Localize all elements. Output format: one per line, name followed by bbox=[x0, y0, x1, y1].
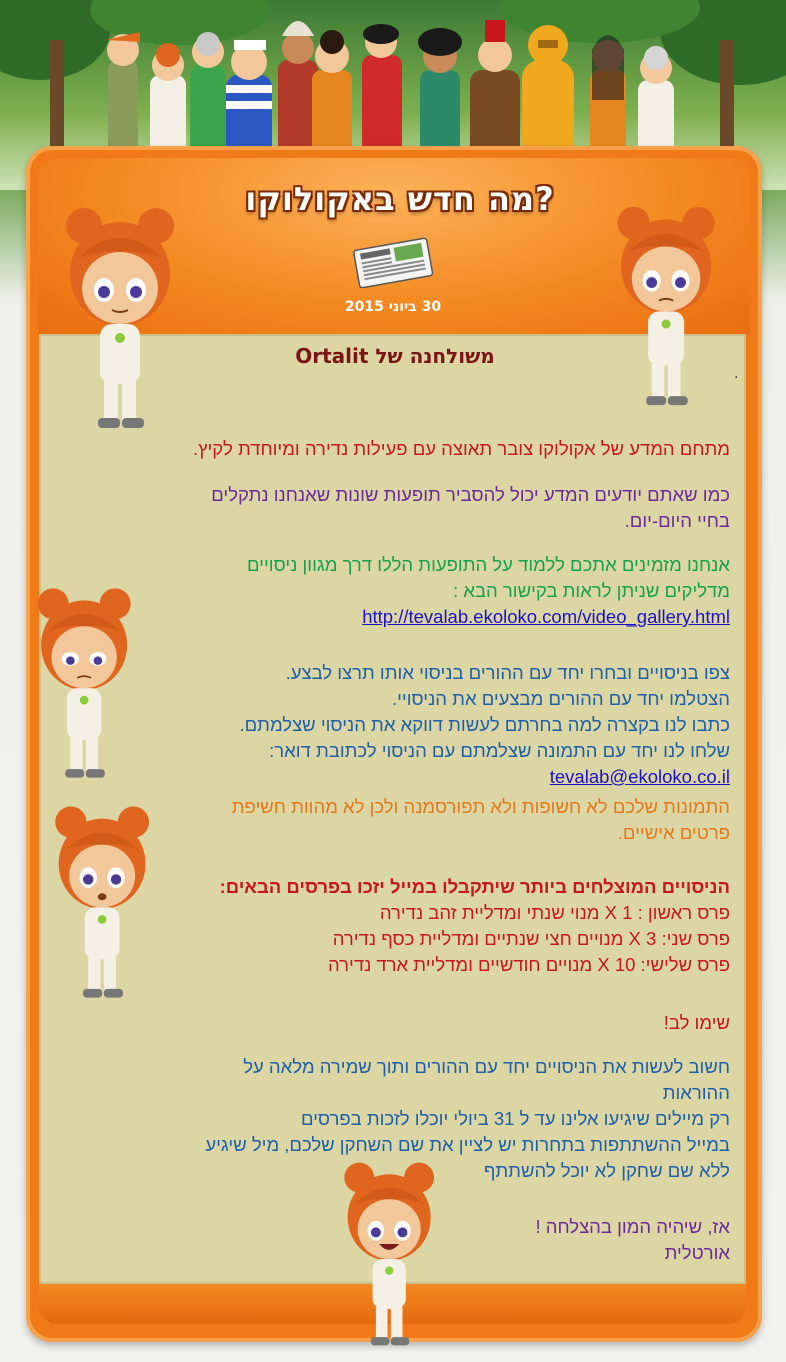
paragraph-intro bbox=[90, 436, 730, 462]
text-line: מתחם המדע של אקולוקו צובר תאוצה עם פעילות נדירה ומיוחדת לקיץ. bbox=[193, 438, 730, 459]
attention-note bbox=[90, 1010, 730, 1036]
text-line: הצטלמו יחד עם ההורים מבצעים את הניסויי. bbox=[391, 688, 730, 709]
paragraph-instructions bbox=[130, 660, 730, 790]
text-line: ללא שם שחקן לא יוכל להשתתף bbox=[483, 1160, 730, 1181]
attention-heading: שימו לב! bbox=[663, 1012, 730, 1033]
text-line: אנחנו מזמינים אתכם ללמוד על התופעות הללו דרך מגוון ניסויים bbox=[247, 554, 730, 575]
page-title: מה חדש באקולוקו? bbox=[245, 180, 555, 218]
text-line: מדליקים שניתן לראות בקישור הבא : bbox=[453, 580, 730, 601]
text-line: כתבו לנו בקצרה למה בחרתם לעשות דווקא את הניסוי שצלמתם. bbox=[239, 714, 730, 735]
paragraph-science-explains bbox=[90, 482, 730, 534]
publish-date: 30 ביוני 2015 bbox=[344, 299, 442, 315]
prizes-heading: הניסויים המוצלחים ביותר שיתקבלו במייל יזכו בפרסים הבאים: bbox=[219, 876, 730, 897]
prize-second: פרס שני: 3 X מנויים חצי שנתיים ומדליית כסף נדירה bbox=[332, 928, 730, 949]
text-line: רק מיילים שיגיעו אלינו עד ל 31 ביולי יוכלו לזכות בפרסים bbox=[300, 1108, 730, 1129]
text-line: שלחו לנו יחד עם התמונה שצלמתם עם הניסוי לכתובת דואר: bbox=[269, 740, 730, 761]
closing-section bbox=[430, 1214, 730, 1266]
ortalit-character-illustration bbox=[602, 196, 732, 416]
prize-first: פרס ראשון : 1 X מנוי שנתי ומדליית זהב נדירה bbox=[379, 902, 730, 923]
video-gallery-link[interactable]: http://tevalab.ekoloko.com/video_gallery.html bbox=[362, 606, 730, 627]
text-line: חשוב לעשות את הניסויים יחד עם ההורים ותוך שמירה מלאה על bbox=[243, 1056, 730, 1077]
article-byline: משולחנה של Ortalit bbox=[295, 344, 495, 368]
text-line: במייל ההשתתפות בתחרות יש לציין את שם השחקן שלכם, מיל שיגיע bbox=[205, 1134, 730, 1155]
text-line: ההוראות bbox=[662, 1082, 730, 1103]
ortalit-character-illustration bbox=[56, 196, 186, 440]
prizes-section bbox=[150, 874, 730, 978]
stray-dot: . bbox=[734, 366, 739, 382]
text-line: צפו בניסויים ובחרו יחד עם ההורים בניסוי אותו תרצו לבצע. bbox=[285, 662, 730, 683]
text-line: פרטים אישיים. bbox=[617, 822, 730, 843]
text-line: בחיי היום-יום. bbox=[624, 510, 730, 531]
signature: אורטלית bbox=[664, 1242, 730, 1263]
rules-section bbox=[90, 1054, 730, 1184]
text-line: התמונות שלכם לא חשופות ולא תפורסמנה ולכן לא מהוות חשיפת bbox=[231, 796, 730, 817]
newspaper-icon bbox=[350, 236, 436, 288]
closing-line: אז, שיהיה המון בהצלחה ! bbox=[535, 1216, 730, 1237]
prize-third: פרס שלישי: 10 X מנויים חודשיים ומדליית ארד נדירה bbox=[327, 954, 730, 975]
text-line: כמו שאתם יודעים המדע יכול להסביר תופעות שונות שאנחנו נתקלים bbox=[211, 484, 730, 505]
contact-email-link[interactable]: tevalab@ekoloko.co.il bbox=[549, 766, 730, 787]
paragraph-privacy bbox=[130, 794, 730, 846]
paragraph-invitation bbox=[90, 552, 730, 630]
